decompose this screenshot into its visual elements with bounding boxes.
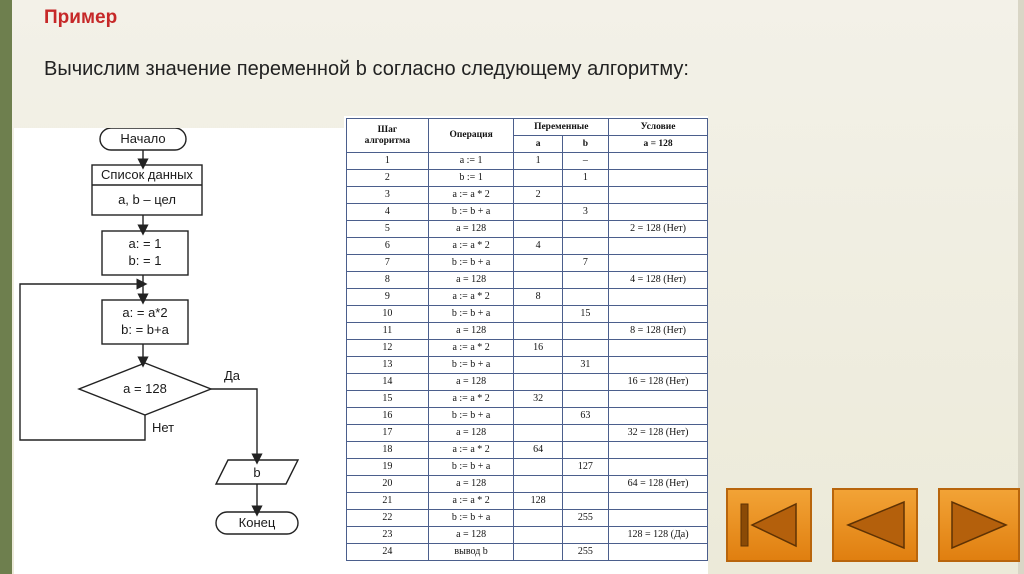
- table-row: [347, 340, 708, 357]
- cell-a: [514, 255, 562, 272]
- cell-a: [514, 374, 562, 391]
- table-row: [347, 153, 708, 170]
- cell-step: 8: [347, 272, 429, 289]
- cell-step: 5: [347, 221, 429, 238]
- cell-step: 21: [347, 493, 429, 510]
- cell-b: [562, 238, 608, 255]
- cell-b: 31: [562, 357, 608, 374]
- cell-a: 8: [514, 289, 562, 306]
- cell-a: 1: [514, 153, 562, 170]
- cell-b: 63: [562, 408, 608, 425]
- cell-b: –: [562, 153, 608, 170]
- cell-operation: b := 1: [428, 170, 514, 187]
- cell-a: [514, 476, 562, 493]
- table-row: [347, 323, 708, 340]
- cell-operation: a := a * 2: [428, 289, 514, 306]
- cell-condition: [609, 170, 708, 187]
- table-row: [347, 459, 708, 476]
- init-b-label: b: = 1: [128, 253, 162, 268]
- cell-a: 128: [514, 493, 562, 510]
- cell-step: 4: [347, 204, 429, 221]
- cell-step: 10: [347, 306, 429, 323]
- table-row: [347, 204, 708, 221]
- cell-operation: a := 1: [428, 153, 514, 170]
- cell-a: [514, 204, 562, 221]
- cell-condition: 128 = 128 (Да): [609, 527, 708, 544]
- cell-step: 7: [347, 255, 429, 272]
- table-row: [347, 221, 708, 238]
- table-row: [347, 272, 708, 289]
- cell-condition: [609, 340, 708, 357]
- header-variables: Переменные: [514, 119, 609, 136]
- cell-step: 9: [347, 289, 429, 306]
- cell-step: 19: [347, 459, 429, 476]
- data-body-label: a, b – цел: [118, 192, 176, 207]
- header-step: [347, 119, 429, 153]
- table-row: [347, 408, 708, 425]
- cell-step: 22: [347, 510, 429, 527]
- cell-operation: a := a * 2: [428, 442, 514, 459]
- loop-a-label: a: = a*2: [122, 305, 168, 320]
- cell-a: [514, 221, 562, 238]
- cell-b: 15: [562, 306, 608, 323]
- table-row: [347, 442, 708, 459]
- cell-b: [562, 340, 608, 357]
- cell-a: 4: [514, 238, 562, 255]
- cell-step: 18: [347, 442, 429, 459]
- cell-condition: 4 = 128 (Нет): [609, 272, 708, 289]
- table-row: [347, 544, 708, 561]
- start-label: Начало: [120, 131, 166, 146]
- cell-operation: a := a * 2: [428, 391, 514, 408]
- cell-operation: b := b + a: [428, 357, 514, 374]
- cell-operation: a = 128: [428, 425, 514, 442]
- cell-condition: 8 = 128 (Нет): [609, 323, 708, 340]
- cell-step: 2: [347, 170, 429, 187]
- header-condition: Условие: [609, 119, 708, 136]
- cell-a: 16: [514, 340, 562, 357]
- cell-b: 7: [562, 255, 608, 272]
- cell-b: [562, 374, 608, 391]
- cell-b: [562, 476, 608, 493]
- cell-condition: [609, 391, 708, 408]
- cell-condition: [609, 357, 708, 374]
- cell-a: [514, 323, 562, 340]
- table-row: [347, 510, 708, 527]
- cell-step: 6: [347, 238, 429, 255]
- skip-to-first-icon: [728, 490, 810, 560]
- cell-operation: b := b + a: [428, 510, 514, 527]
- cell-a: 32: [514, 391, 562, 408]
- table-row: [347, 357, 708, 374]
- cell-operation: a = 128: [428, 374, 514, 391]
- table-row: [347, 255, 708, 272]
- cell-operation: a = 128: [428, 272, 514, 289]
- output-label: b: [253, 465, 261, 480]
- cell-operation: a = 128: [428, 323, 514, 340]
- cell-a: [514, 544, 562, 561]
- cell-operation: a := a * 2: [428, 238, 514, 255]
- cell-b: [562, 391, 608, 408]
- cell-b: [562, 527, 608, 544]
- table-row: [347, 527, 708, 544]
- cell-a: [514, 510, 562, 527]
- previous-triangle-icon: [834, 490, 916, 560]
- trace-table: [346, 118, 708, 561]
- cell-condition: [609, 204, 708, 221]
- cell-operation: a := a * 2: [428, 187, 514, 204]
- cell-a: [514, 272, 562, 289]
- cell-condition: [609, 544, 708, 561]
- cell-operation: a = 128: [428, 476, 514, 493]
- loop-b-label: b: = b+a: [121, 322, 169, 337]
- cell-operation: b := b + a: [428, 408, 514, 425]
- slide-subtitle: Вычислим значение переменной b согласно следующему алгоритму:: [44, 58, 689, 80]
- cell-condition: [609, 442, 708, 459]
- cell-a: [514, 527, 562, 544]
- cell-step: 17: [347, 425, 429, 442]
- cell-b: 255: [562, 510, 608, 527]
- previous-slide-button[interactable]: [832, 488, 918, 562]
- cell-b: [562, 493, 608, 510]
- cell-condition: 64 = 128 (Нет): [609, 476, 708, 493]
- next-triangle-icon: [940, 490, 1018, 560]
- cell-a: 2: [514, 187, 562, 204]
- header-condition-sub: a = 128: [609, 136, 708, 153]
- table-row: [347, 289, 708, 306]
- table-row: [347, 306, 708, 323]
- table-row: [347, 493, 708, 510]
- cell-condition: 2 = 128 (Нет): [609, 221, 708, 238]
- cell-condition: [609, 238, 708, 255]
- header-step-line2: алгоритма: [364, 135, 411, 146]
- cell-operation: b := b + a: [428, 204, 514, 221]
- cell-b: [562, 289, 608, 306]
- cell-step: 15: [347, 391, 429, 408]
- cell-condition: [609, 255, 708, 272]
- cell-operation: a = 128: [428, 221, 514, 238]
- cell-step: 20: [347, 476, 429, 493]
- table-row: [347, 238, 708, 255]
- cell-a: 64: [514, 442, 562, 459]
- cell-condition: [609, 187, 708, 204]
- cell-step: 16: [347, 408, 429, 425]
- cell-condition: [609, 289, 708, 306]
- table-row: [347, 170, 708, 187]
- cell-b: [562, 221, 608, 238]
- cell-condition: 16 = 128 (Нет): [609, 374, 708, 391]
- next-slide-button[interactable]: [938, 488, 1020, 562]
- cell-a: [514, 357, 562, 374]
- cell-condition: [609, 153, 708, 170]
- cell-a: [514, 170, 562, 187]
- cell-step: 23: [347, 527, 429, 544]
- cell-a: [514, 459, 562, 476]
- left-accent-strip: [0, 0, 12, 574]
- cell-step: 3: [347, 187, 429, 204]
- cell-b: 127: [562, 459, 608, 476]
- cell-condition: [609, 493, 708, 510]
- cell-condition: 32 = 128 (Нет): [609, 425, 708, 442]
- cell-operation: b := b + a: [428, 255, 514, 272]
- cell-operation: a := a * 2: [428, 340, 514, 357]
- header-step-line1: Шаг: [377, 124, 398, 135]
- first-slide-button[interactable]: [726, 488, 812, 562]
- cell-b: [562, 425, 608, 442]
- cell-a: [514, 408, 562, 425]
- cell-a: [514, 425, 562, 442]
- data-header-label: Список данных: [101, 167, 193, 182]
- table-row: [347, 374, 708, 391]
- end-label: Конец: [238, 515, 276, 530]
- cell-b: [562, 272, 608, 289]
- cell-condition: [609, 306, 708, 323]
- cell-step: 24: [347, 544, 429, 561]
- condition-label: a = 128: [123, 381, 167, 396]
- trace-table-panel: [344, 116, 708, 574]
- no-label: Нет: [152, 420, 175, 435]
- cell-operation: вывод b: [428, 544, 514, 561]
- cell-operation: a := a * 2: [428, 493, 514, 510]
- flowchart-panel: [14, 128, 344, 574]
- init-a-label: a: = 1: [128, 236, 162, 251]
- header-var-b: b: [562, 136, 608, 153]
- slide-title: Пример: [44, 7, 118, 28]
- cell-step: 1: [347, 153, 429, 170]
- cell-step: 12: [347, 340, 429, 357]
- table-row: [347, 476, 708, 493]
- cell-b: [562, 187, 608, 204]
- cell-condition: [609, 510, 708, 527]
- table-row: [347, 425, 708, 442]
- header-operation: Операция: [428, 119, 514, 153]
- cell-operation: a = 128: [428, 527, 514, 544]
- cell-b: 255: [562, 544, 608, 561]
- flowchart: [14, 128, 344, 574]
- yes-label: Да: [224, 368, 241, 383]
- cell-operation: b := b + a: [428, 459, 514, 476]
- trace-table-body: [347, 153, 708, 561]
- cell-condition: [609, 408, 708, 425]
- cell-b: [562, 323, 608, 340]
- cell-b: [562, 442, 608, 459]
- cell-step: 13: [347, 357, 429, 374]
- cell-b: 3: [562, 204, 608, 221]
- cell-a: [514, 306, 562, 323]
- table-row: [347, 391, 708, 408]
- cell-b: 1: [562, 170, 608, 187]
- cell-condition: [609, 459, 708, 476]
- cell-operation: b := b + a: [428, 306, 514, 323]
- cell-step: 14: [347, 374, 429, 391]
- header-var-a: a: [514, 136, 562, 153]
- table-row: [347, 187, 708, 204]
- cell-step: 11: [347, 323, 429, 340]
